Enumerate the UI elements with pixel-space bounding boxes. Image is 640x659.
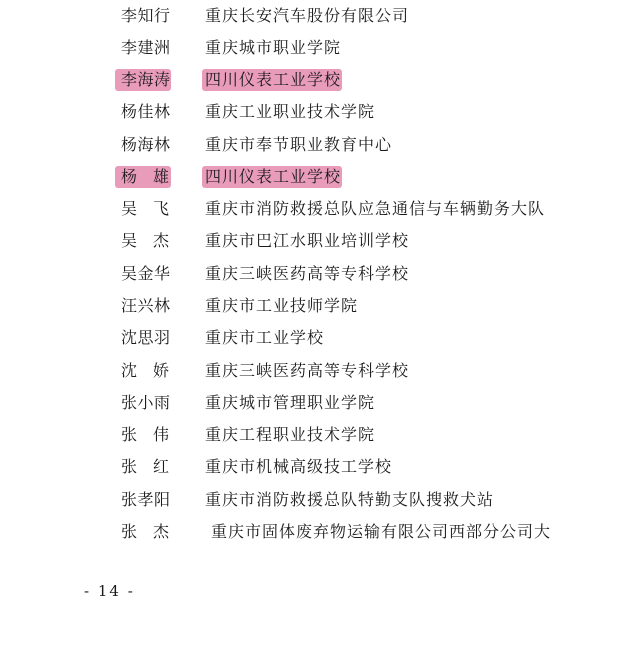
organization-name: 重庆长安汽车股份有限公司 (205, 6, 410, 25)
person-name: 杨雄 (121, 167, 186, 186)
person-name: 吴杰 (121, 231, 186, 250)
list-item (0, 355, 640, 387)
list-item (0, 193, 640, 225)
list-item (0, 516, 640, 548)
person-name: 李建洲 (121, 38, 171, 57)
person-name: 李海涛 (121, 70, 171, 89)
organization-name: 重庆三峡医药高等专科学校 (205, 361, 410, 380)
list-item (0, 0, 640, 32)
list-item (0, 258, 640, 290)
list-item (0, 419, 640, 451)
organization-name: 四川仪表工业学校 (205, 167, 342, 186)
list-item (0, 387, 640, 419)
organization-name: 四川仪表工业学校 (205, 70, 342, 89)
organization-name: 重庆城市职业学院 (205, 38, 342, 57)
list-item (0, 96, 640, 128)
person-name: 沈思羽 (121, 328, 171, 347)
page-number: - 14 - (84, 582, 135, 600)
person-name: 杨海林 (121, 135, 171, 154)
person-name: 张红 (121, 457, 186, 476)
list-item (0, 451, 640, 483)
organization-name: 重庆市奉节职业教育中心 (205, 135, 393, 154)
organization-name: 重庆市机械高级技工学校 (205, 457, 393, 476)
organization-name: 重庆工程职业技术学院 (205, 425, 376, 444)
list-item (0, 290, 640, 322)
person-name: 张伟 (121, 425, 186, 444)
list-item (0, 129, 640, 161)
organization-name: 重庆三峡医药高等专科学校 (205, 264, 410, 283)
person-name: 吴金华 (121, 264, 171, 283)
person-name: 吴飞 (121, 199, 186, 218)
organization-name: 重庆市工业技师学院 (205, 296, 359, 315)
person-name: 杨佳林 (121, 102, 171, 121)
list-item (0, 484, 640, 516)
list-item (0, 322, 640, 354)
organization-name: 重庆市消防救援总队特勤支队搜救犬站 (205, 490, 495, 509)
list-item-highlighted (0, 64, 640, 96)
organization-name: 重庆城市管理职业学院 (205, 393, 376, 412)
list-item-highlighted (0, 161, 640, 193)
person-name: 汪兴林 (121, 296, 171, 315)
organization-name: 重庆工业职业技术学院 (205, 102, 376, 121)
list-item (0, 225, 640, 257)
organization-name: 重庆市固体废弃物运输有限公司西部分公司大 (211, 522, 552, 541)
person-name: 张小雨 (121, 393, 171, 412)
person-name: 张杰 (121, 522, 186, 541)
organization-name: 重庆市消防救援总队应急通信与车辆勤务大队 (205, 199, 546, 218)
organization-name: 重庆市工业学校 (205, 328, 325, 347)
organization-name: 重庆市巴江水职业培训学校 (205, 231, 410, 250)
person-name: 沈娇 (121, 361, 186, 380)
list-item (0, 32, 640, 64)
person-name: 张孝阳 (121, 490, 171, 509)
person-name: 李知行 (121, 6, 171, 25)
